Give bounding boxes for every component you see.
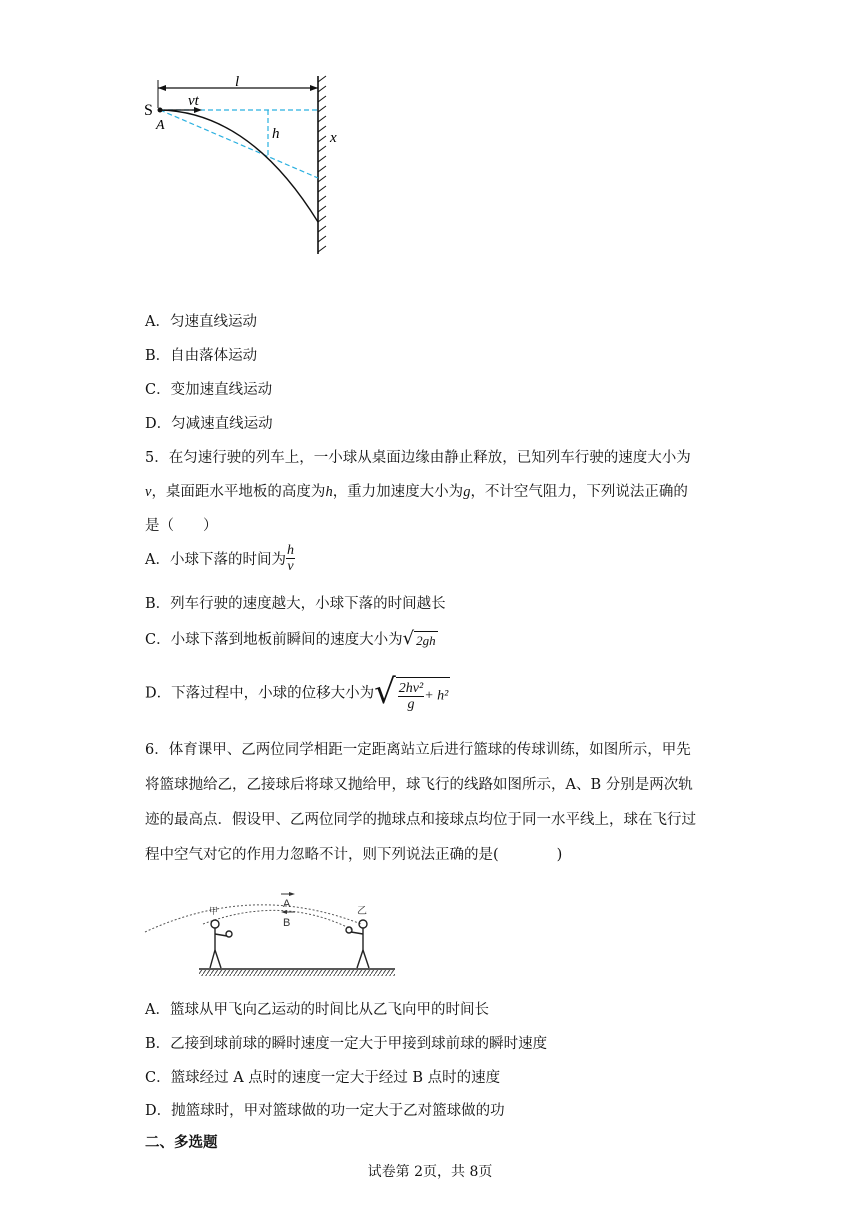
label-vt: vt [188,93,199,109]
traj-label-B: B [283,917,291,929]
q4-option-d: D．匀减速直线运动 [145,416,273,432]
q6-option-c: C．篮球经过 A 点时的速度一定大于经过 B 点时的速度 [145,1070,501,1086]
q4-option-a: A．匀速直线运动 [145,314,257,330]
basketball-pass-figure [143,884,403,980]
sqrt-2gh: √ 2gh [402,628,436,649]
q4-option-b: B．自由落体运动 [145,348,258,364]
page-footer: 试卷第 2页，共 8页 [367,1164,493,1180]
q5-option-b: B．列车行驶的速度越大，小球下落的时间越长 [145,596,446,612]
q5-option-c: C．小球下落到地板前瞬间的速度大小为√ 2gh [145,628,436,649]
q6-stem-line1: 6．体育课甲、乙两位同学相距一定距离站立后进行篮球的传球训练，如图所示，甲先 [145,742,691,758]
q6-stem-line2: 将篮球抛给乙，乙接球后将球又抛给甲，球飞行的线路如图所示，A、B 分别是两次轨 [145,777,693,793]
q5-option-a: A．小球下落的时间为 $\frac{h}{v}$ [145,543,294,574]
person-label-jia: 甲 [209,907,219,917]
person-jia [210,920,232,968]
label-h: h [272,126,280,142]
q5-stem-line1: 5．在匀速行驶的列车上，一小球从桌面边缘由静止释放，已知列车行驶的速度大小为 [145,450,691,466]
label-l: l [235,74,240,90]
q5-stem-line2: v，桌面距水平地板的高度为h，重力加速度大小为g，不计空气阻力，下列说法正确的 [145,484,688,500]
fraction-h-over-v: $\frac{h}{v}$ [286,543,294,574]
projectile-wall-figure [140,72,350,262]
q6-stem-line4: 程中空气对它的作用力忽略不计，则下列说法正确的是( ) [145,847,563,863]
label-S: S [144,102,153,119]
person-label-yi: 乙 [357,906,367,917]
person-yi [346,920,369,968]
q6-option-a: A．篮球从甲飞向乙运动的时间比从乙飞向甲的时间长 [145,1002,489,1018]
q5-option-d: D．下落过程中，小球的位移大小为√ $\frac{\text{2hv²}}{g}$ + h² [145,672,449,712]
q5-stem-line3: 是（ ） [145,518,218,534]
section-heading-multi-choice: 二、多选题 [145,1134,218,1151]
label-A: A [156,118,165,133]
q6-stem-line3: 迹的最高点．假设甲、乙两位同学的抛球点和接球点均位于同一水平线上，球在飞行过 [145,812,696,828]
label-x: x [330,130,337,146]
traj-label-A: A [283,898,291,910]
q6-option-d: D．抛篮球时，甲对篮球做的功一定大于乙对篮球做的功 [145,1103,505,1119]
sqrt-displacement: √ $\frac{\text{2hv²}}{g}$ + h² [374,672,449,712]
q6-option-b: B．乙接到球前球的瞬时速度一定大于甲接到球前球的瞬时速度 [145,1036,548,1052]
q4-option-c: C．变加速直线运动 [145,382,273,398]
